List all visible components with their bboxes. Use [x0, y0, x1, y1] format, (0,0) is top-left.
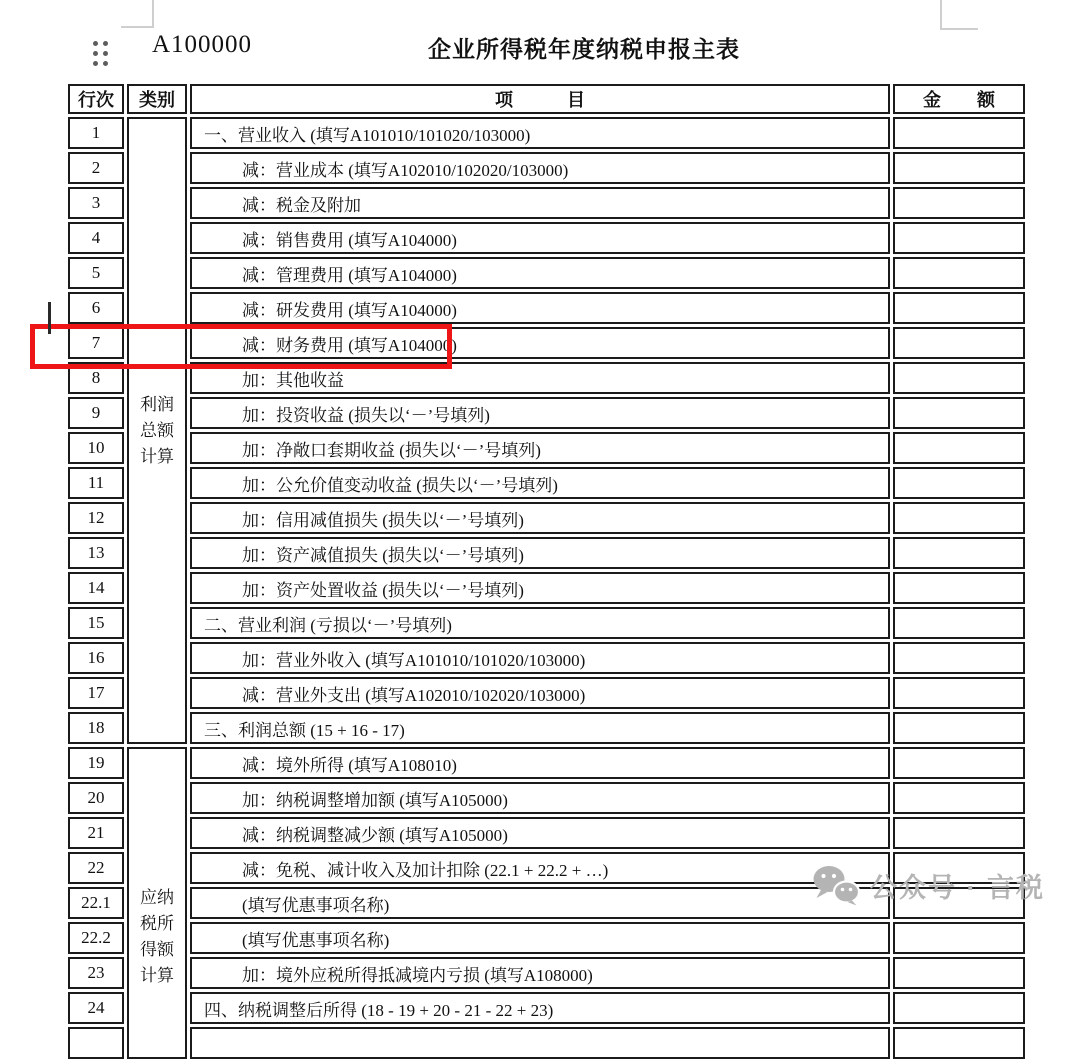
- item-cell: 加：净敞口套期收益 (损失以‘－’号填列): [190, 432, 890, 464]
- amount-cell[interactable]: [893, 467, 1025, 499]
- table-row: [68, 607, 1025, 639]
- amount-cell[interactable]: [893, 572, 1025, 604]
- amount-cell[interactable]: [893, 677, 1025, 709]
- category-label-line: 计算: [140, 966, 174, 985]
- amount-cell[interactable]: [893, 502, 1025, 534]
- form-code: A100000: [152, 31, 253, 58]
- row-no-cell: 2: [68, 152, 124, 184]
- amount-cell[interactable]: [893, 922, 1025, 954]
- row-no-cell: 1: [68, 117, 124, 149]
- watermark: [810, 864, 1045, 906]
- table-row: [68, 572, 1025, 604]
- table-row: [68, 397, 1025, 429]
- header-category: 类别: [127, 84, 187, 114]
- table-row: [68, 432, 1025, 464]
- table-row: [68, 117, 1025, 149]
- table-row: [68, 292, 1025, 324]
- row-no-cell: 14: [68, 572, 124, 604]
- row-no-cell: 12: [68, 502, 124, 534]
- table-body: [68, 117, 1025, 1059]
- row-no-cell: 19: [68, 747, 124, 779]
- amount-cell[interactable]: [893, 642, 1025, 674]
- row-no-cell: 5: [68, 257, 124, 289]
- row-no-cell: 20: [68, 782, 124, 814]
- item-cell: 加：资产减值损失 (损失以‘－’号填列): [190, 537, 890, 569]
- row-no-cell: [68, 1027, 124, 1059]
- item-cell: 加：境外应税所得抵减境内亏损 (填写A108000): [190, 957, 890, 989]
- amount-cell[interactable]: [893, 327, 1025, 359]
- table-row: [68, 922, 1025, 954]
- item-cell: 减：境外所得 (填写A108010): [190, 747, 890, 779]
- row-no-cell: 22.1: [68, 887, 124, 919]
- category-label-line: 得额: [140, 940, 174, 959]
- row-no-cell: 21: [68, 817, 124, 849]
- row-no-cell: 24: [68, 992, 124, 1024]
- amount-cell[interactable]: [893, 712, 1025, 744]
- amount-cell[interactable]: [893, 397, 1025, 429]
- amount-cell[interactable]: [893, 292, 1025, 324]
- amount-cell[interactable]: [893, 782, 1025, 814]
- item-cell: 减：财务费用 (填写A104000): [190, 327, 890, 359]
- row-no-cell: 22: [68, 852, 124, 884]
- item-cell: 加：其他收益: [190, 362, 890, 394]
- amount-cell[interactable]: [893, 537, 1025, 569]
- item-cell: 减：营业成本 (填写A102010/102020/103000): [190, 152, 890, 184]
- table-row: [68, 747, 1025, 779]
- table-row: [68, 502, 1025, 534]
- text-cursor: [48, 302, 51, 334]
- amount-cell[interactable]: [893, 817, 1025, 849]
- item-cell: 减：免税、减计收入及加计扣除 (22.1 + 22.2 + …): [190, 852, 890, 884]
- row-no-cell: 15: [68, 607, 124, 639]
- page-title: 企业所得税年度纳税申报主表: [428, 37, 740, 62]
- row-no-cell: 3: [68, 187, 124, 219]
- item-cell: 减：税金及附加: [190, 187, 890, 219]
- item-cell: 四、纳税调整后所得 (18 - 19 + 20 - 21 - 22 + 23): [190, 992, 890, 1024]
- row-no-cell: 4: [68, 222, 124, 254]
- item-cell: 减：销售费用 (填写A104000): [190, 222, 890, 254]
- item-cell: 加：资产处置收益 (损失以‘－’号填列): [190, 572, 890, 604]
- tax-return-table: [65, 81, 1028, 1062]
- wechat-icon: [810, 864, 862, 906]
- table-row: [68, 222, 1025, 254]
- item-cell: 减：纳税调整减少额 (填写A105000): [190, 817, 890, 849]
- header-amount: 金 额: [893, 84, 1025, 114]
- category-cell: [127, 117, 187, 744]
- table-row: [68, 782, 1025, 814]
- header-item: 项 目: [190, 84, 890, 114]
- table-header-row: [68, 84, 1025, 114]
- category-label-line: 应纳: [140, 888, 174, 907]
- item-cell: 减：研发费用 (填写A104000): [190, 292, 890, 324]
- row-no-cell: 13: [68, 537, 124, 569]
- row-no-cell: 11: [68, 467, 124, 499]
- amount-cell[interactable]: [893, 992, 1025, 1024]
- item-cell: (填写优惠事项名称): [190, 887, 890, 919]
- table-row: [68, 257, 1025, 289]
- row-no-cell: 17: [68, 677, 124, 709]
- table-drag-handle-icon[interactable]: [93, 41, 109, 67]
- row-no-cell: 18: [68, 712, 124, 744]
- table-row: [68, 187, 1025, 219]
- amount-cell[interactable]: [893, 747, 1025, 779]
- highlight-annotation-box: [30, 324, 452, 369]
- header-row-no: 行次: [68, 84, 124, 114]
- row-no-cell: 6: [68, 292, 124, 324]
- row-no-cell: 10: [68, 432, 124, 464]
- item-cell: 加：纳税调整增加额 (填写A105000): [190, 782, 890, 814]
- row-no-cell: 22.2: [68, 922, 124, 954]
- row-no-cell: 8: [68, 362, 124, 394]
- text-boundary-mark-right: [940, 0, 978, 30]
- table-row: [68, 957, 1025, 989]
- watermark-text: 公众号 · 言税: [870, 872, 1045, 903]
- amount-cell[interactable]: [893, 362, 1025, 394]
- table-row: [68, 677, 1025, 709]
- item-cell: 二、营业利润 (亏损以‘－’号填列): [190, 607, 890, 639]
- row-no-cell: 16: [68, 642, 124, 674]
- table-row: [68, 642, 1025, 674]
- category-cell: [127, 747, 187, 1059]
- item-cell: 加：信用减值损失 (损失以‘－’号填列): [190, 502, 890, 534]
- item-cell: 减：营业外支出 (填写A102010/102020/103000): [190, 677, 890, 709]
- item-cell: 一、营业收入 (填写A101010/101020/103000): [190, 117, 890, 149]
- amount-cell[interactable]: [893, 187, 1025, 219]
- table-row: [68, 467, 1025, 499]
- item-cell: [190, 1027, 890, 1059]
- item-cell: 加：公允价值变动收益 (损失以‘－’号填列): [190, 467, 890, 499]
- row-no-cell: 7: [68, 327, 124, 359]
- amount-cell[interactable]: [893, 152, 1025, 184]
- table-row: [68, 152, 1025, 184]
- table-row: [68, 712, 1025, 744]
- item-cell: 减：管理费用 (填写A104000): [190, 257, 890, 289]
- item-cell: 加：投资收益 (损失以‘－’号填列): [190, 397, 890, 429]
- category-label-line: 总额: [140, 420, 174, 440]
- amount-cell[interactable]: [893, 957, 1025, 989]
- amount-cell[interactable]: [893, 607, 1025, 639]
- text-boundary-mark-left: [121, 0, 154, 28]
- amount-cell[interactable]: [893, 1027, 1025, 1059]
- category-label-line: 计算: [140, 446, 174, 466]
- amount-cell[interactable]: [893, 222, 1025, 254]
- item-cell: 三、利润总额 (15 + 16 - 17): [190, 712, 890, 744]
- amount-cell[interactable]: [893, 257, 1025, 289]
- category-label-line: 税所: [140, 914, 174, 933]
- amount-cell[interactable]: [893, 117, 1025, 149]
- table-row: [68, 992, 1025, 1024]
- row-no-cell: 9: [68, 397, 124, 429]
- table-row: [68, 537, 1025, 569]
- item-cell: (填写优惠事项名称): [190, 922, 890, 954]
- item-cell: 加：营业外收入 (填写A101010/101020/103000): [190, 642, 890, 674]
- row-no-cell: 23: [68, 957, 124, 989]
- category-label-line: 利润: [140, 394, 174, 414]
- amount-cell[interactable]: [893, 432, 1025, 464]
- table-row: [68, 817, 1025, 849]
- table-row: [68, 1027, 1025, 1059]
